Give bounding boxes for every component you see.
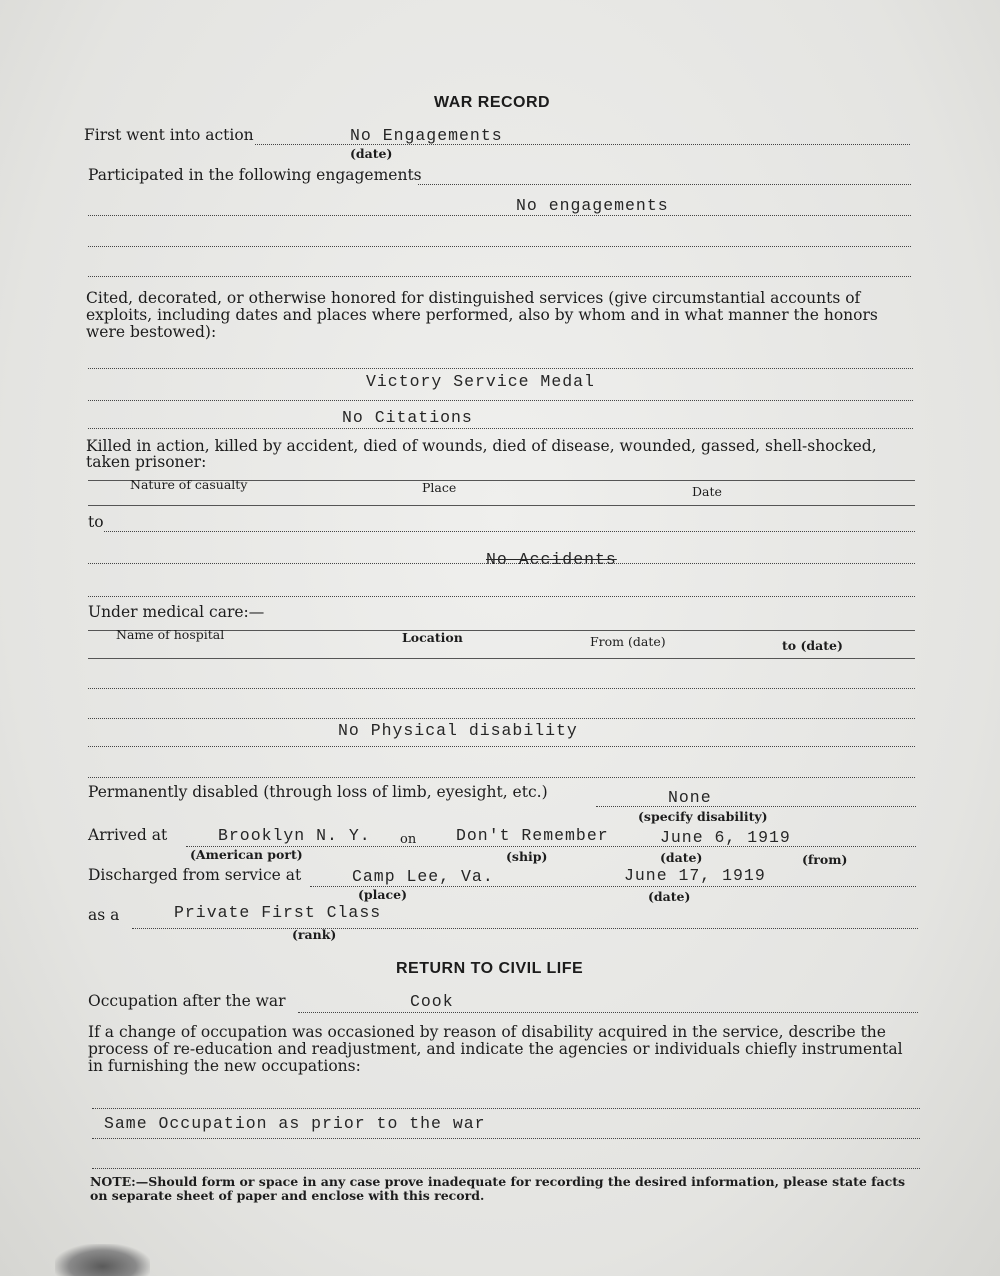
engagements-line-3 <box>88 246 911 247</box>
war-record-heading: WAR RECORD <box>434 94 551 111</box>
first-action-label: First went into action <box>84 126 254 144</box>
honors-line-2 <box>88 400 913 401</box>
arrived-ship-value: Don't Remember <box>456 826 609 845</box>
honors-value-citations: No Citations <box>342 408 473 427</box>
arrived-date-value: June 6, 1919 <box>660 828 791 847</box>
rank-caption: (rank) <box>292 927 337 942</box>
medical-line-2 <box>88 718 915 719</box>
rank-line <box>132 928 918 929</box>
medical-label: Under medical care:— <box>88 603 265 621</box>
occupation-label: Occupation after the war <box>88 992 286 1010</box>
disabled-line <box>596 806 916 807</box>
honors-line-1 <box>88 368 913 369</box>
casualty-line-3 <box>88 596 915 597</box>
occupation-line <box>298 1012 918 1013</box>
medical-col-location: Location <box>402 630 463 645</box>
discharged-date-value: June 17, 1919 <box>624 866 766 885</box>
engagements-value: No engagements <box>516 196 669 215</box>
engagements-label: Participated in the following engagements <box>88 166 422 184</box>
first-action-date-caption: (date) <box>350 146 393 161</box>
medical-line-1 <box>88 688 915 689</box>
arrived-label: Arrived at <box>88 826 168 844</box>
discharged-label: Discharged from service at <box>88 866 302 884</box>
casualty-col-place: Place <box>422 480 457 495</box>
civil-life-heading: RETURN TO CIVIL LIFE <box>396 960 584 977</box>
casualty-label: Killed in action, killed by accident, died of wounds, died of disease, wounded, gassed, shell-shocked, taken prisoner: <box>86 437 877 471</box>
engagements-line-4 <box>88 276 911 277</box>
arrived-from-caption: (from) <box>802 852 848 867</box>
discharged-place-value: Camp Lee, Va. <box>352 867 494 886</box>
casualty-line-2 <box>88 563 915 564</box>
change-line-2 <box>92 1138 920 1139</box>
engagements-line-2 <box>88 215 911 216</box>
change-label: If a change of occupation was occasioned by reason of disability acquired in the service, describe the process of re-education and readjustment, and indicate the agencies or individuals chiefly instrumental in furnishing the new occupations: <box>88 1023 903 1075</box>
change-value: Same Occupation as prior to the war <box>104 1114 486 1133</box>
arrived-date-caption: (date) <box>660 850 703 865</box>
medical-col-from-date: From (date) <box>590 634 666 649</box>
casualty-to-label: to <box>88 513 104 531</box>
first-action-value: No Engagements <box>350 126 503 145</box>
ink-blot-stain <box>55 1244 150 1276</box>
change-line-1 <box>92 1108 920 1109</box>
disabled-caption: (specify disability) <box>638 809 768 824</box>
casualty-col-nature: Nature of casualty <box>130 477 248 492</box>
discharged-place-caption: (place) <box>358 887 407 902</box>
disabled-value: None <box>668 788 712 807</box>
medical-header-bottom-line <box>88 658 915 659</box>
rank-value: Private First Class <box>174 903 382 922</box>
medical-col-hospital: Name of hospital <box>116 627 225 642</box>
honors-label: Cited, decorated, or otherwise honored for distinguished services (give circumstantial accounts of exploits, including dates and places where performed, also by whom and in what manner the honors were bestowed): <box>86 289 878 341</box>
arrived-port-value: Brooklyn N. Y. <box>218 826 371 845</box>
casualty-value: No Accidents <box>486 550 617 569</box>
casualty-line-1 <box>104 531 915 532</box>
casualty-col-date: Date <box>692 484 722 499</box>
engagements-line-1 <box>418 184 911 185</box>
discharged-date-caption: (date) <box>648 889 691 904</box>
note-text: NOTE:—Should form or space in any case prove inadequate for recording the desired information, please state facts on separate sheet of paper and enclose with this record. <box>90 1174 906 1203</box>
disabled-label: Permanently disabled (through loss of limb, eyesight, etc.) <box>88 783 548 801</box>
medical-col-to-date: to (date) <box>782 638 843 653</box>
honors-value-medal: Victory Service Medal <box>366 372 595 391</box>
medical-value: No Physical disability <box>338 721 578 740</box>
arrived-ship-caption: (ship) <box>506 849 548 864</box>
honors-line-3 <box>88 428 913 429</box>
medical-line-4 <box>88 777 915 778</box>
as-a-label: as a <box>88 906 120 924</box>
arrived-on-label: on <box>400 832 417 847</box>
arrived-port-caption: (American port) <box>190 847 303 862</box>
casualty-header-bottom-line <box>88 505 915 506</box>
medical-line-3 <box>88 746 915 747</box>
change-line-3 <box>92 1168 920 1169</box>
occupation-value: Cook <box>410 992 454 1011</box>
